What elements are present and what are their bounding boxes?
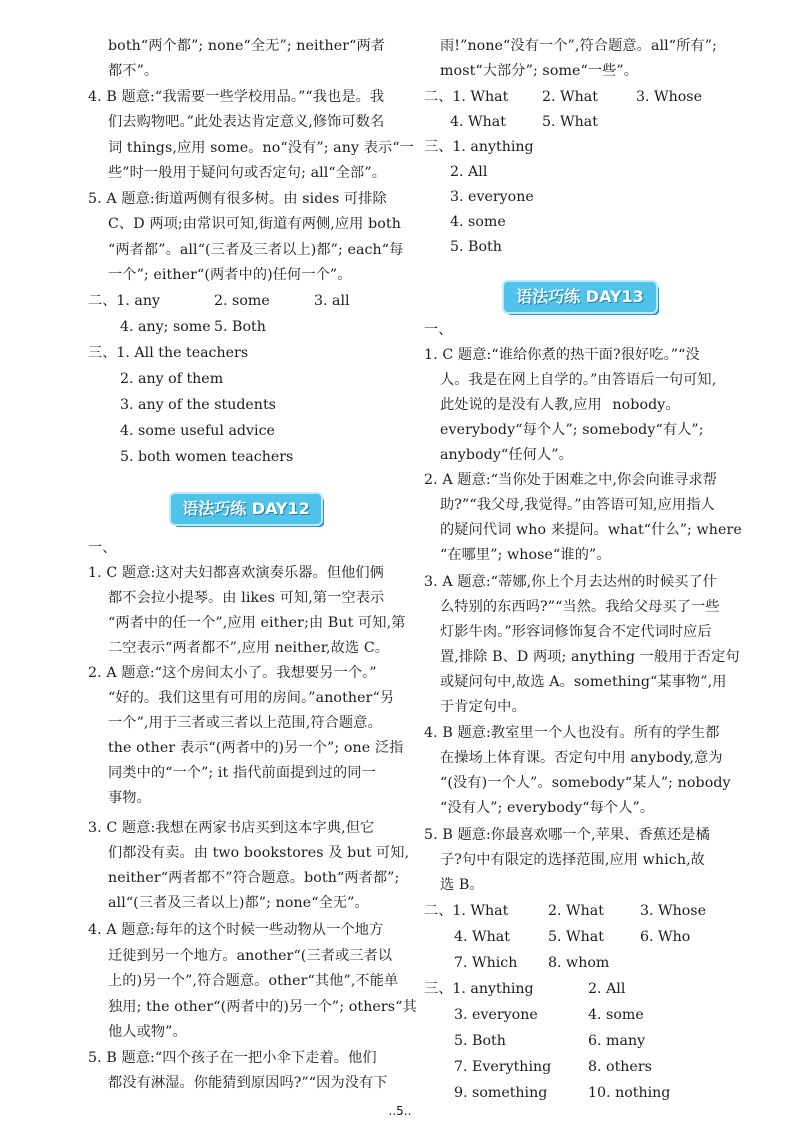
text-line: 子?句中有限定的选择范围,应用 which,故	[440, 852, 705, 868]
text-line: 他人或物”。	[108, 1024, 187, 1040]
answer-item: 4. What	[450, 114, 506, 130]
answer-item: 4. some	[588, 1007, 644, 1023]
text-line: 一个”; either“(两者中的)任何一个”。	[108, 267, 352, 283]
text-line: “在哪里”; whose“谁的”。	[440, 547, 611, 563]
text-line: everybody“每个人”; somebody“有人”;	[440, 422, 704, 438]
answer-item: 2. any of them	[120, 371, 224, 387]
text-line: 5. B 题意:你最喜欢哪一个,苹果、香蕉还是橘	[424, 827, 710, 843]
text-line: 1. C 题意:“谁给你煮的热干面?很好吃。”“没	[424, 347, 700, 363]
answer-item: 3. everyone	[450, 189, 534, 205]
section-marker: 一、	[88, 540, 117, 556]
text-line: 5. B 题意:“四个孩子在一把小伞下走着。他们	[88, 1050, 377, 1066]
text-line: C、D 两项;由常识可知,街道有两侧,应用 both	[108, 216, 401, 232]
text-line: 都不会拉小提琴。由 likes 可知,第一空表示	[108, 590, 385, 606]
text-line: 5. A 题意:街道两侧有很多树。由 sides 可排除	[88, 191, 387, 207]
text-line: 都不”。	[108, 63, 159, 79]
text-line: 置,排除 B、D 两项; anything 一般用于否定句	[440, 649, 740, 665]
answer-item: 7. Everything	[454, 1059, 552, 1075]
answer-item: 10. nothing	[588, 1085, 671, 1101]
text-line: 上的)另一个”,符合题意。other“其他”,不能单	[108, 973, 399, 989]
page-number: ..5..	[388, 1104, 412, 1118]
text-line: 在操场上体育课。否定句中用 anybody,意为	[440, 750, 723, 766]
text-line: 人。我是在网上自学的。”由答语后一句可知,	[440, 372, 717, 388]
answer-item: 2. All	[588, 981, 626, 997]
answer-item: 4. some	[450, 214, 506, 230]
text-line: both“两个都”; none“全无”; neither“两者	[108, 38, 386, 54]
answer-item: 二、1. What	[424, 903, 509, 919]
text-line: 灯影牛肉。”形容词修饰复合不定代词时应后	[440, 624, 712, 640]
text-line: “两者都”。all“(三者及三者以上)都”; each“每	[108, 242, 404, 258]
answer-item: 二、1. What	[424, 89, 509, 105]
text-line: 独用; the other“(两者中的)另一个”; others“其	[108, 999, 417, 1015]
text-line: 么特别的东西吗?”“当然。我给父母买了一些	[440, 599, 720, 615]
text-line: 2. A 题意:“当你处于困难之中,你会向谁寻求帮	[424, 472, 718, 488]
day12-title-badge: 语法巧练 DAY12	[171, 494, 321, 524]
answer-item: 5. Both	[450, 239, 502, 255]
answer-item: 三、1. anything	[424, 139, 534, 155]
answer-item: 2. some	[214, 293, 270, 309]
text-line: 4. A 题意:每年的这个时候一些动物从一个地方	[88, 922, 384, 938]
answer-item: 5. Both	[214, 319, 266, 335]
text-line: neither“两者都不”符合题意。both“两者都”;	[108, 870, 400, 886]
text-line: 选 B。	[440, 877, 484, 893]
answer-item: 4. any; some	[120, 319, 211, 335]
text-line: 助?”“我父母,我觉得。”由答语可知,应用指人	[440, 497, 715, 513]
text-line: 1. C 题意:这对夫妇都喜欢演奏乐器。但他们俩	[88, 565, 384, 581]
answer-item: 三、1. All the teachers	[88, 345, 249, 361]
answer-item: 3. Whose	[640, 903, 706, 919]
text-line: 的疑问代词 who 来提问。what“什么”; where	[440, 522, 742, 538]
answer-item: 8. whom	[548, 955, 610, 971]
text-line: 一个”,用于三者或三者以上范围,符合题意。	[108, 715, 382, 731]
text-line: 4. B 题意:教室里一个人也没有。所有的学生都	[424, 725, 720, 741]
text-line: 或疑问句中,故选 A。something“某事物”,用	[440, 674, 727, 690]
text-line: 们去购物吧。”此处表达肯定意义,修饰可数名	[108, 114, 385, 130]
answer-item: 3. all	[314, 293, 350, 309]
answer-item: 3. any of the students	[120, 397, 276, 413]
text-line: 词 things,应用 some。no“没有”; any 表示“一	[108, 140, 414, 156]
answer-item: 2. All	[450, 164, 488, 180]
text-line: 们都没有卖。由 two bookstores 及 but 可知,	[108, 845, 410, 861]
answer-item: 5. What	[542, 114, 598, 130]
answer-item: 2. What	[548, 903, 604, 919]
text-line: 雨!”none“没有一个”,符合题意。all“所有”;	[440, 38, 717, 54]
answer-item: 6. many	[588, 1033, 646, 1049]
text-line: 同类中的“一个”; it 指代前面提到过的同一	[108, 765, 376, 781]
text-line: “两者中的任一个”,应用 either;由 But 可知,第	[108, 615, 406, 631]
text-line: “没有人”; everybody“每个人”。	[440, 800, 655, 816]
text-line: 于肯定句中。	[440, 699, 526, 715]
text-line: 4. B 题意:“我需要一些学校用品。”“我也是。我	[88, 89, 385, 105]
answer-item: 5. What	[548, 929, 604, 945]
answer-item: 5. Both	[454, 1033, 506, 1049]
answer-item: 4. What	[454, 929, 510, 945]
answer-item: 4. some useful advice	[120, 423, 275, 439]
text-line: 3. A 题意:“蒂娜,你上个月去达州的时候买了什	[424, 574, 718, 590]
answer-item: 7. Which	[454, 955, 518, 971]
answer-item: 二、1. any	[88, 293, 161, 309]
text-line: anybody“任何人”。	[440, 447, 573, 463]
text-line: 迁徙到另一个地方。another“(三者或三者以	[108, 948, 393, 964]
text-line: most“大部分”; some“一些”。	[440, 63, 639, 79]
text-line: 二空表示“两者都不”,应用 neither,故选 C。	[108, 640, 390, 656]
text-line: “(没有)一个人”。somebody“某人”; nobody	[440, 775, 731, 791]
text-line: 些”时一般用于疑问句或否定句; all“全部”。	[108, 165, 386, 181]
text-line: 此处说的是没有人教,应用 nobody。	[440, 397, 680, 413]
answer-item: 6. Who	[640, 929, 691, 945]
text-line: the other 表示“(两者中的)另一个”; one 泛指	[108, 740, 404, 756]
answer-item: 3. everyone	[454, 1007, 538, 1023]
day13-title-badge: 语法巧练 DAY13	[504, 282, 656, 312]
text-line: 3. C 题意:我想在两家书店买到这本字典,但它	[88, 820, 375, 836]
text-line: 都没有淋湿。你能猜到原因吗?”“因为没有下	[108, 1075, 388, 1091]
answer-item: 5. both women teachers	[120, 449, 294, 465]
text-line: “好的。我们这里有可用的房间。”another“另	[108, 690, 395, 706]
text-line: all“(三者及三者以上)都”; none“全无”。	[108, 895, 369, 911]
answer-item: 8. others	[588, 1059, 652, 1075]
answer-item: 3. Whose	[636, 89, 702, 105]
answer-item: 三、1. anything	[424, 981, 534, 997]
text-line: 2. A 题意:“这个房间太小了。我想要另一个。”	[88, 665, 377, 681]
section-marker: 一、	[424, 322, 453, 338]
answer-item: 9. something	[454, 1085, 548, 1101]
text-line: 事物。	[108, 790, 151, 806]
answer-item: 2. What	[542, 89, 598, 105]
